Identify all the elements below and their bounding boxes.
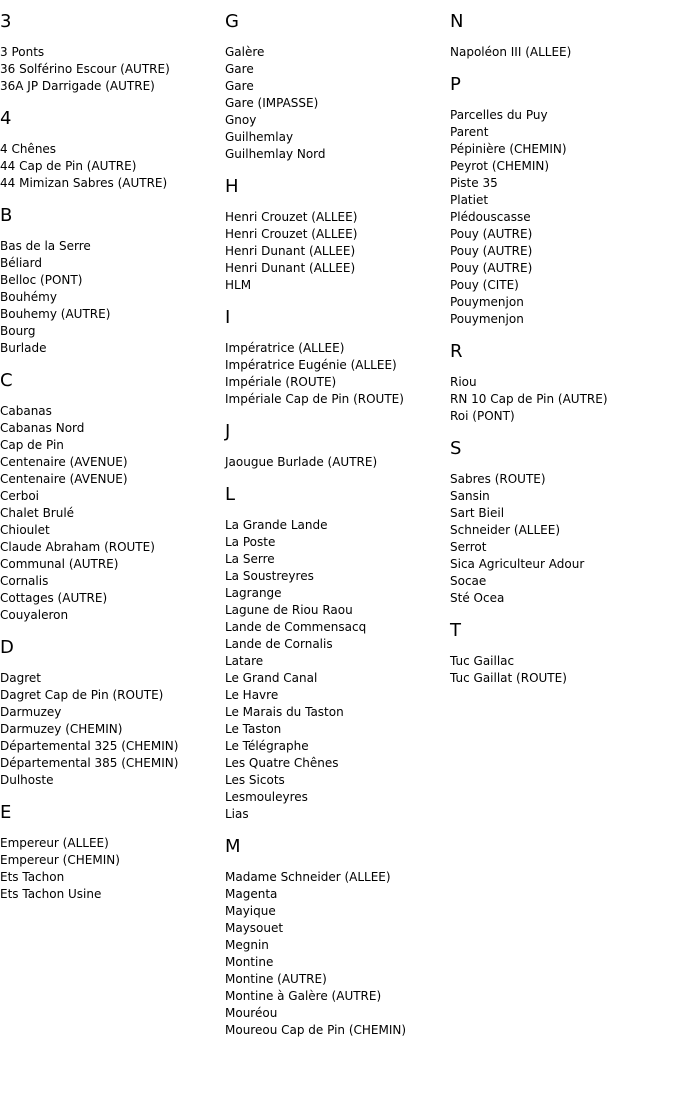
street-list-item: Centenaire (AVENUE) bbox=[0, 455, 128, 469]
street-list-item: 44 Cap de Pin (AUTRE) bbox=[0, 159, 137, 173]
street-list-item: Empereur (ALLEE) bbox=[0, 836, 109, 850]
street-list-item: Impératrice Eugénie (ALLEE) bbox=[225, 358, 397, 372]
street-list-item: Béliard bbox=[0, 256, 42, 270]
street-list-item: Roi (PONT) bbox=[450, 409, 515, 423]
street-list-item: Chalet Brulé bbox=[0, 506, 75, 520]
letter-section bbox=[225, 837, 450, 1039]
street-list-item: Pépinière (CHEMIN) bbox=[450, 142, 567, 156]
index-column-1 bbox=[0, 0, 225, 917]
street-list-item: Montine à Galère (AUTRE) bbox=[225, 989, 382, 1003]
street-list-item: Peyrot (CHEMIN) bbox=[450, 159, 550, 173]
street-list-item: Darmuzey (CHEMIN) bbox=[0, 722, 123, 736]
street-list-item: Henri Dunant (ALLEE) bbox=[225, 261, 356, 275]
street-list-item: Chioulet bbox=[0, 523, 50, 537]
street-list-item: Sansin bbox=[450, 489, 490, 503]
section-letter-heading: 4 bbox=[0, 108, 12, 129]
street-list bbox=[225, 44, 450, 163]
letter-section bbox=[0, 638, 225, 789]
letter-section bbox=[225, 422, 450, 471]
street-list-item: Ets Tachon bbox=[0, 870, 65, 884]
section-letter-heading: H bbox=[225, 176, 239, 197]
section-letter-heading: D bbox=[0, 637, 14, 658]
street-list-item: Cottages (AUTRE) bbox=[0, 591, 108, 605]
street-list bbox=[450, 374, 675, 425]
street-list-item: Impériale Cap de Pin (ROUTE) bbox=[225, 392, 404, 406]
street-list-item: Gare bbox=[225, 62, 254, 76]
street-list-item: Ets Tachon Usine bbox=[0, 887, 102, 901]
street-list-item: Départemental 325 (CHEMIN) bbox=[0, 739, 179, 753]
street-list-item: Mayique bbox=[225, 904, 276, 918]
letter-section bbox=[0, 803, 225, 903]
street-list-item: Mouréou bbox=[225, 1006, 278, 1020]
street-list-item: Le Télégraphe bbox=[225, 739, 309, 753]
section-letter-heading: B bbox=[0, 205, 13, 226]
street-list-item: Galère bbox=[225, 45, 265, 59]
street-list-item: Parent bbox=[450, 125, 489, 139]
letter-section bbox=[450, 439, 675, 607]
section-letter-heading: R bbox=[450, 341, 463, 362]
street-list bbox=[225, 340, 450, 408]
street-list-item: Impériale (ROUTE) bbox=[225, 375, 337, 389]
letter-section bbox=[450, 12, 675, 61]
street-list-item: Pouy (AUTRE) bbox=[450, 244, 533, 258]
street-list-item: Tuc Gaillat (ROUTE) bbox=[450, 671, 567, 685]
street-list-item: Socae bbox=[450, 574, 487, 588]
letter-section bbox=[0, 371, 225, 624]
letter-section bbox=[450, 75, 675, 328]
index-column-2 bbox=[225, 0, 450, 1053]
street-list-item: Dagret Cap de Pin (ROUTE) bbox=[0, 688, 164, 702]
street-list-item: Bouhemy (AUTRE) bbox=[0, 307, 111, 321]
street-list-item: Tuc Gaillac bbox=[450, 654, 515, 668]
street-list-item: Serrot bbox=[450, 540, 487, 554]
letter-section bbox=[0, 109, 225, 192]
street-list-item: Schneider (ALLEE) bbox=[450, 523, 560, 537]
street-list bbox=[0, 238, 225, 357]
street-list-item: Impératrice (ALLEE) bbox=[225, 341, 345, 355]
street-list-item: Les Sicots bbox=[225, 773, 285, 787]
street-list bbox=[450, 471, 675, 607]
street-list-item: 36A JP Darrigade (AUTRE) bbox=[0, 79, 155, 93]
street-list-item: Riou bbox=[450, 375, 477, 389]
street-list-item: Henri Crouzet (ALLEE) bbox=[225, 210, 358, 224]
letter-section bbox=[450, 621, 675, 687]
section-letter-heading: J bbox=[225, 421, 231, 442]
street-list-item: Parcelles du Puy bbox=[450, 108, 548, 122]
street-list bbox=[0, 670, 225, 789]
street-list-item: Le Marais du Taston bbox=[225, 705, 344, 719]
street-list bbox=[450, 107, 675, 328]
street-list-item: Burlade bbox=[0, 341, 47, 355]
street-list-item: Plédouscasse bbox=[450, 210, 531, 224]
street-list bbox=[450, 653, 675, 687]
street-list-item: Pouy (AUTRE) bbox=[450, 261, 533, 275]
street-list-item: Madame Schneider (ALLEE) bbox=[225, 870, 391, 884]
street-list-item: Empereur (CHEMIN) bbox=[0, 853, 120, 867]
street-list-item: Megnin bbox=[225, 938, 269, 952]
street-list-item: Piste 35 bbox=[450, 176, 498, 190]
street-list-item: Napoléon III (ALLEE) bbox=[450, 45, 572, 59]
street-list-item: Bourg bbox=[0, 324, 36, 338]
street-list-item: Bouhémy bbox=[0, 290, 57, 304]
street-list-item: Darmuzey bbox=[0, 705, 62, 719]
section-letter-heading: M bbox=[225, 836, 241, 857]
letter-section bbox=[225, 177, 450, 294]
street-list-item: Claude Abraham (ROUTE) bbox=[0, 540, 155, 554]
street-list-item: Lagrange bbox=[225, 586, 282, 600]
street-list-item: Moureou Cap de Pin (CHEMIN) bbox=[225, 1023, 407, 1037]
street-list-item: Dulhoste bbox=[0, 773, 54, 787]
street-list-item: Cap de Pin bbox=[0, 438, 64, 452]
street-list bbox=[225, 517, 450, 823]
section-letter-heading: T bbox=[450, 620, 461, 641]
street-list-item: Cornalis bbox=[0, 574, 49, 588]
street-list-item: Maysouet bbox=[225, 921, 284, 935]
street-list-item: Henri Dunant (ALLEE) bbox=[225, 244, 356, 258]
street-list bbox=[0, 44, 225, 95]
street-list bbox=[0, 141, 225, 192]
street-list-item: Guilhemlay bbox=[225, 130, 294, 144]
letter-section bbox=[225, 12, 450, 163]
street-list-item: La Poste bbox=[225, 535, 276, 549]
section-letter-heading: I bbox=[225, 307, 231, 328]
street-list-item: Lagune de Riou Raou bbox=[225, 603, 353, 617]
street-list-item: Sart Bieil bbox=[450, 506, 505, 520]
street-list-item: RN 10 Cap de Pin (AUTRE) bbox=[450, 392, 608, 406]
street-list-item: Latare bbox=[225, 654, 264, 668]
street-list-item: Le Grand Canal bbox=[225, 671, 318, 685]
street-list-item: HLM bbox=[225, 278, 252, 292]
street-list-item: La Grande Lande bbox=[225, 518, 328, 532]
street-list-item: Pouymenjon bbox=[450, 312, 524, 326]
section-letter-heading: C bbox=[0, 370, 13, 391]
section-letter-heading: P bbox=[450, 74, 461, 95]
street-list-item: Le Taston bbox=[225, 722, 282, 736]
letter-section bbox=[0, 12, 225, 95]
letter-section bbox=[225, 308, 450, 408]
section-letter-heading: L bbox=[225, 484, 236, 505]
street-list-item: Gnoy bbox=[225, 113, 257, 127]
street-list-item: La Soustreyres bbox=[225, 569, 314, 583]
street-list-item: Le Havre bbox=[225, 688, 279, 702]
street-list bbox=[225, 209, 450, 294]
street-list bbox=[0, 403, 225, 624]
street-list-item: 44 Mimizan Sabres (AUTRE) bbox=[0, 176, 168, 190]
street-list-item: Sica Agriculteur Adour bbox=[450, 557, 585, 571]
street-list-item: Gare (IMPASSE) bbox=[225, 96, 319, 110]
street-list-item: Cabanas Nord bbox=[0, 421, 85, 435]
section-letter-heading: E bbox=[0, 802, 12, 823]
street-list-item: Les Quatre Chênes bbox=[225, 756, 339, 770]
street-list-item: Lias bbox=[225, 807, 249, 821]
street-list-item: Montine (AUTRE) bbox=[225, 972, 327, 986]
street-list-item: Bas de la Serre bbox=[0, 239, 91, 253]
street-list-item: Dagret bbox=[0, 671, 41, 685]
street-list-item: Départemental 385 (CHEMIN) bbox=[0, 756, 179, 770]
street-list-item: Cabanas bbox=[0, 404, 52, 418]
street-list-item: Sté Ocea bbox=[450, 591, 505, 605]
street-list-item: Pouy (CITE) bbox=[450, 278, 519, 292]
street-list-item: 3 Ponts bbox=[0, 45, 45, 59]
street-list-item: Pouymenjon bbox=[450, 295, 524, 309]
street-list-item: Lande de Cornalis bbox=[225, 637, 333, 651]
section-letter-heading: G bbox=[225, 11, 239, 32]
street-list-item: Guilhemlay Nord bbox=[225, 147, 326, 161]
street-list bbox=[0, 835, 225, 903]
street-list-item: Gare bbox=[225, 79, 254, 93]
index-column-3 bbox=[450, 0, 675, 701]
street-list-item: Cerboi bbox=[0, 489, 39, 503]
street-list-item: Platiet bbox=[450, 193, 489, 207]
street-list-item: Lande de Commensacq bbox=[225, 620, 367, 634]
street-list-item: 36 Solférino Escour (AUTRE) bbox=[0, 62, 170, 76]
street-list-item: Sabres (ROUTE) bbox=[450, 472, 546, 486]
street-list-item: Belloc (PONT) bbox=[0, 273, 83, 287]
section-letter-heading: S bbox=[450, 438, 462, 459]
street-list-item: 4 Chênes bbox=[0, 142, 57, 156]
section-letter-heading: 3 bbox=[0, 11, 12, 32]
street-list-item: Montine bbox=[225, 955, 274, 969]
letter-section bbox=[225, 485, 450, 823]
street-list-item: Couyaleron bbox=[0, 608, 69, 622]
street-list bbox=[225, 869, 450, 1039]
street-list-item: Pouy (AUTRE) bbox=[450, 227, 533, 241]
letter-section bbox=[450, 342, 675, 425]
street-list-item: Centenaire (AVENUE) bbox=[0, 472, 128, 486]
letter-section bbox=[0, 206, 225, 357]
street-list-item: Magenta bbox=[225, 887, 278, 901]
street-list bbox=[225, 454, 450, 471]
street-list-item: Communal (AUTRE) bbox=[0, 557, 119, 571]
street-list-item: Henri Crouzet (ALLEE) bbox=[225, 227, 358, 241]
street-list bbox=[450, 44, 675, 61]
street-list-item: La Serre bbox=[225, 552, 275, 566]
section-letter-heading: N bbox=[450, 11, 464, 32]
street-list-item: Lesmouleyres bbox=[225, 790, 308, 804]
street-list-item: Jaougue Burlade (AUTRE) bbox=[225, 455, 378, 469]
